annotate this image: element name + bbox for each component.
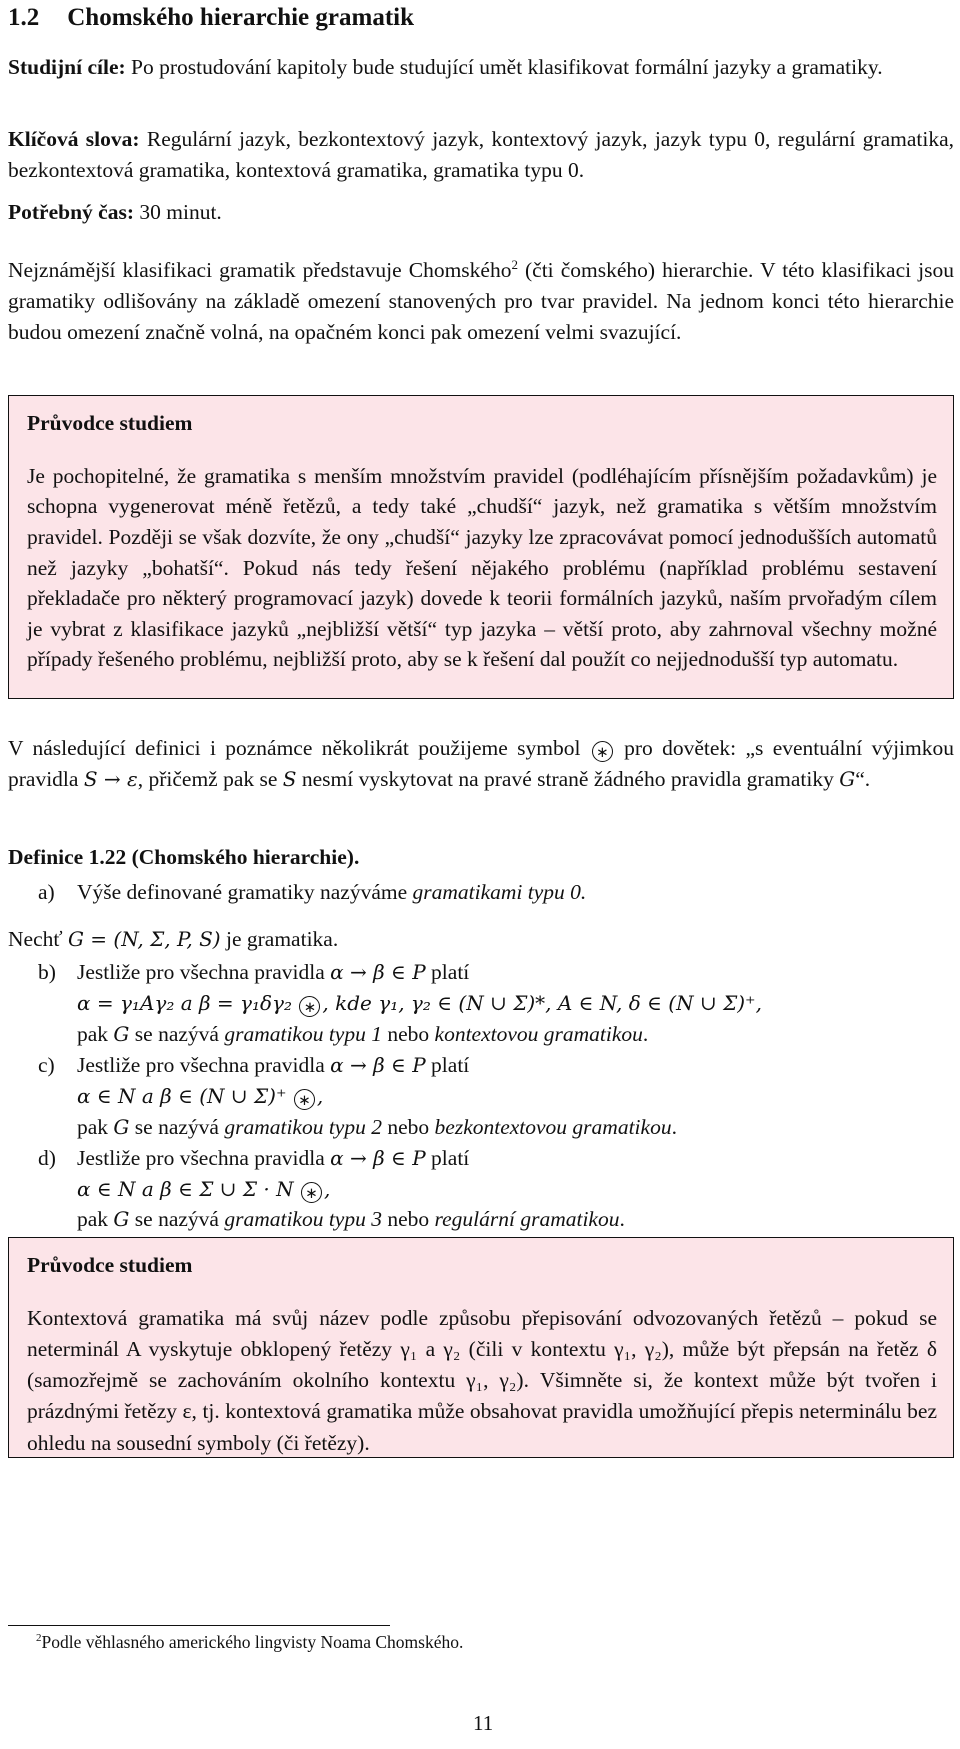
symbol-G: G [113, 1021, 130, 1046]
note-text: “. [855, 766, 871, 791]
item-nazyva: se nazývá [129, 1207, 225, 1232]
let-suffix: je gramatika. [220, 926, 339, 951]
item-label: b) [38, 959, 56, 984]
circled-asterisk-icon: ∗ [301, 1182, 322, 1203]
definition-title: Definice 1.22 (Chomského hierarchie). [8, 845, 360, 869]
section-number: 1.2 [8, 4, 40, 31]
item-rule-math: α → β ∈ P [330, 1052, 426, 1077]
note-text: pro dovětek: „s eventuální výjimkou pravidla [8, 736, 955, 791]
item-text: Výše definované gramatiky nazýváme [77, 879, 413, 904]
item-term: bezkontextovou gramatikou [434, 1114, 672, 1139]
time-label: Potřebný čas: [8, 200, 134, 224]
circled-asterisk-icon: ∗ [592, 741, 613, 762]
item-condition-rest: , kde γ₁, γ₂ ∈ (N ∪ Σ)*, A ∈ N, δ ∈ (N ∪ Σ)⁺, [322, 990, 762, 1015]
study-guide-box-2 [8, 1237, 954, 1458]
circled-asterisk-icon: ∗ [294, 1089, 315, 1110]
goals-text: Po prostudování kapitoly bude studující umět klasifikovat formální jazyky a gramatiky. [131, 55, 883, 79]
item-label: a) [38, 879, 55, 904]
item-pak: pak [77, 1207, 114, 1232]
symbol-G: G [113, 1114, 130, 1139]
item-condition-rest: , [316, 1083, 324, 1108]
study-guide-text: Kontextová gramatika má svůj název podle způsobu přepisování odvozovaných řetězů – pokud se neterminál A vyskytuje obklopený řetězy γ₁ a γ₂ (čili v kontextu γ₁, γ₂), může být přepsán na řetěz δ (samozřejmě se zachováním okolního kontextu γ₁, γ₂). Všimněte si, že kontext může být tvořen i prázdnými řetězy ε, tj. kontextová gramatika může obsahovat pravidla umožňující přepis neterminálu bez ohledu na sousední symboly (či řetězy). [27, 1305, 937, 1455]
symbol-note [8, 733, 954, 795]
item-condition-math: α = γ₁Aγ₂ a β = γ₁δγ₂ [77, 990, 293, 1015]
definition-item [8, 1050, 954, 1143]
intro-text: Nejznámější klasifikaci gramatik představuje Chomského [8, 258, 512, 282]
footnote-mark: 2 [36, 1632, 42, 1645]
symbol-G: G [113, 1207, 130, 1232]
item-term: regulární gramatikou [434, 1207, 620, 1232]
time-text: 30 minut. [139, 200, 222, 224]
item-nebo: nebo [381, 1114, 435, 1139]
keywords-label: Klíčová slova: [8, 127, 140, 151]
footnote-ref: 2 [511, 256, 518, 272]
item-nebo: nebo [381, 1207, 435, 1232]
let-prefix: Nechť [8, 926, 68, 951]
footnote [36, 1630, 463, 1655]
definition-item [8, 1143, 954, 1236]
item-condition-rest: , [323, 1176, 331, 1201]
note-text: , přičemž pak se [137, 766, 283, 791]
goals-label: Studijní cíle: [8, 55, 126, 79]
footnote-rule [8, 1625, 390, 1626]
definition-item-a [8, 877, 954, 908]
item-label: d) [38, 1145, 56, 1170]
item-pak: pak [77, 1021, 114, 1046]
symbol-G: G [839, 766, 856, 791]
item-pak: pak [77, 1114, 114, 1139]
definition-item [8, 957, 954, 1050]
item-plati: platí [425, 1052, 470, 1077]
study-goals [8, 52, 954, 83]
item-term: gramatikami typu 0. [412, 879, 587, 904]
item-lead: Jestliže pro všechna pravidla [77, 959, 331, 984]
time-needed [8, 197, 954, 228]
symbol-S: S [282, 766, 297, 791]
item-plati: platí [425, 1145, 470, 1170]
study-guide-text: Je pochopitelné, že gramatika s menším množstvím pravidel (podléhajícím přísnějším požadavkům) je schopna vygenerovat méně řetězů, a tedy také „chudší“ jazyk, než gramatika s větším množstvím pravidel. Později se však dozvíte, že ony „chudší“ jazyky lze zpracovávat pomocí jednodušších automatů než jazyky „bohatší“. Pokud nás tedy řešení nějakého problému (například problému sestavení překladače pro některý programovací jazyk) dovede k teorii formálních jazyků, naším prvořadým cílem je vybrat z klasifikace jazyků „nejbližší větší“ typ jazyka – větší proto, aby zahrnoval všechny možné případy řešeného problému, nejbližší proto, aby se k řešení dal použít co nejjednodušší typ automatu. [27, 463, 937, 672]
item-condition-math: α ∈ N a β ∈ (N ∪ Σ)⁺ [77, 1083, 287, 1108]
note-text: V následující definici i poznámce několikrát použijeme symbol [8, 736, 590, 760]
item-condition-math: α ∈ N a β ∈ Σ ∪ Σ · N [77, 1176, 294, 1201]
section-title: Chomského hierarchie gramatik [67, 4, 414, 31]
let-math: G = (N, Σ, P, S) [67, 926, 221, 951]
intro-paragraph [8, 255, 954, 348]
keywords [8, 124, 954, 186]
item-term: kontextovou gramatikou [434, 1021, 643, 1046]
page-number: 11 [473, 1711, 494, 1735]
section-heading [8, 0, 414, 36]
item-rule-math: α → β ∈ P [330, 959, 426, 984]
intro-text-cont: (čti čomského) hierarchie. V této klasifikaci jsou gramatiky odlišovány na základě omezení stanovených pro tvar pravidel. Na jednom konci této hierarchie budou omezení značně volná, na opačném konci pak omezení velmi svazující. [8, 258, 954, 344]
item-lead: Jestliže pro všechna pravidla [77, 1145, 331, 1170]
item-nazyva: se nazývá [129, 1021, 225, 1046]
rule-math: S → ε [83, 766, 138, 791]
item-nebo: nebo [381, 1021, 435, 1046]
item-term: gramatikou typu 1 [224, 1021, 382, 1046]
circled-asterisk-icon: ∗ [299, 996, 320, 1017]
item-lead: Jestliže pro všechna pravidla [77, 1052, 331, 1077]
keywords-text: Regulární jazyk, bezkontextový jazyk, kontextový jazyk, jazyk typu 0, regulární gramatika, bezkontextová gramatika, kontextová gramatika, gramatika typu 0. [8, 127, 955, 182]
definition-let [8, 924, 954, 955]
item-end: . [671, 1114, 677, 1139]
item-end: . [642, 1021, 649, 1046]
footnote-text: Podle věhlasného amerického lingvisty Noama Chomského. [41, 1632, 464, 1652]
study-guide-title: Průvodce studiem [27, 411, 193, 435]
item-term: gramatikou typu 3 [224, 1207, 382, 1232]
item-term: gramatikou typu 2 [224, 1114, 382, 1139]
item-nazyva: se nazývá [129, 1114, 225, 1139]
note-text: nesmí vyskytovat na pravé straně žádného pravidla gramatiky [296, 766, 840, 791]
study-guide-box-1 [8, 395, 954, 699]
item-rule-math: α → β ∈ P [330, 1145, 426, 1170]
item-label: c) [38, 1052, 55, 1077]
definition [8, 842, 954, 1235]
study-guide-title: Průvodce studiem [27, 1253, 193, 1277]
item-plati: platí [425, 959, 470, 984]
item-end: . [619, 1207, 625, 1232]
